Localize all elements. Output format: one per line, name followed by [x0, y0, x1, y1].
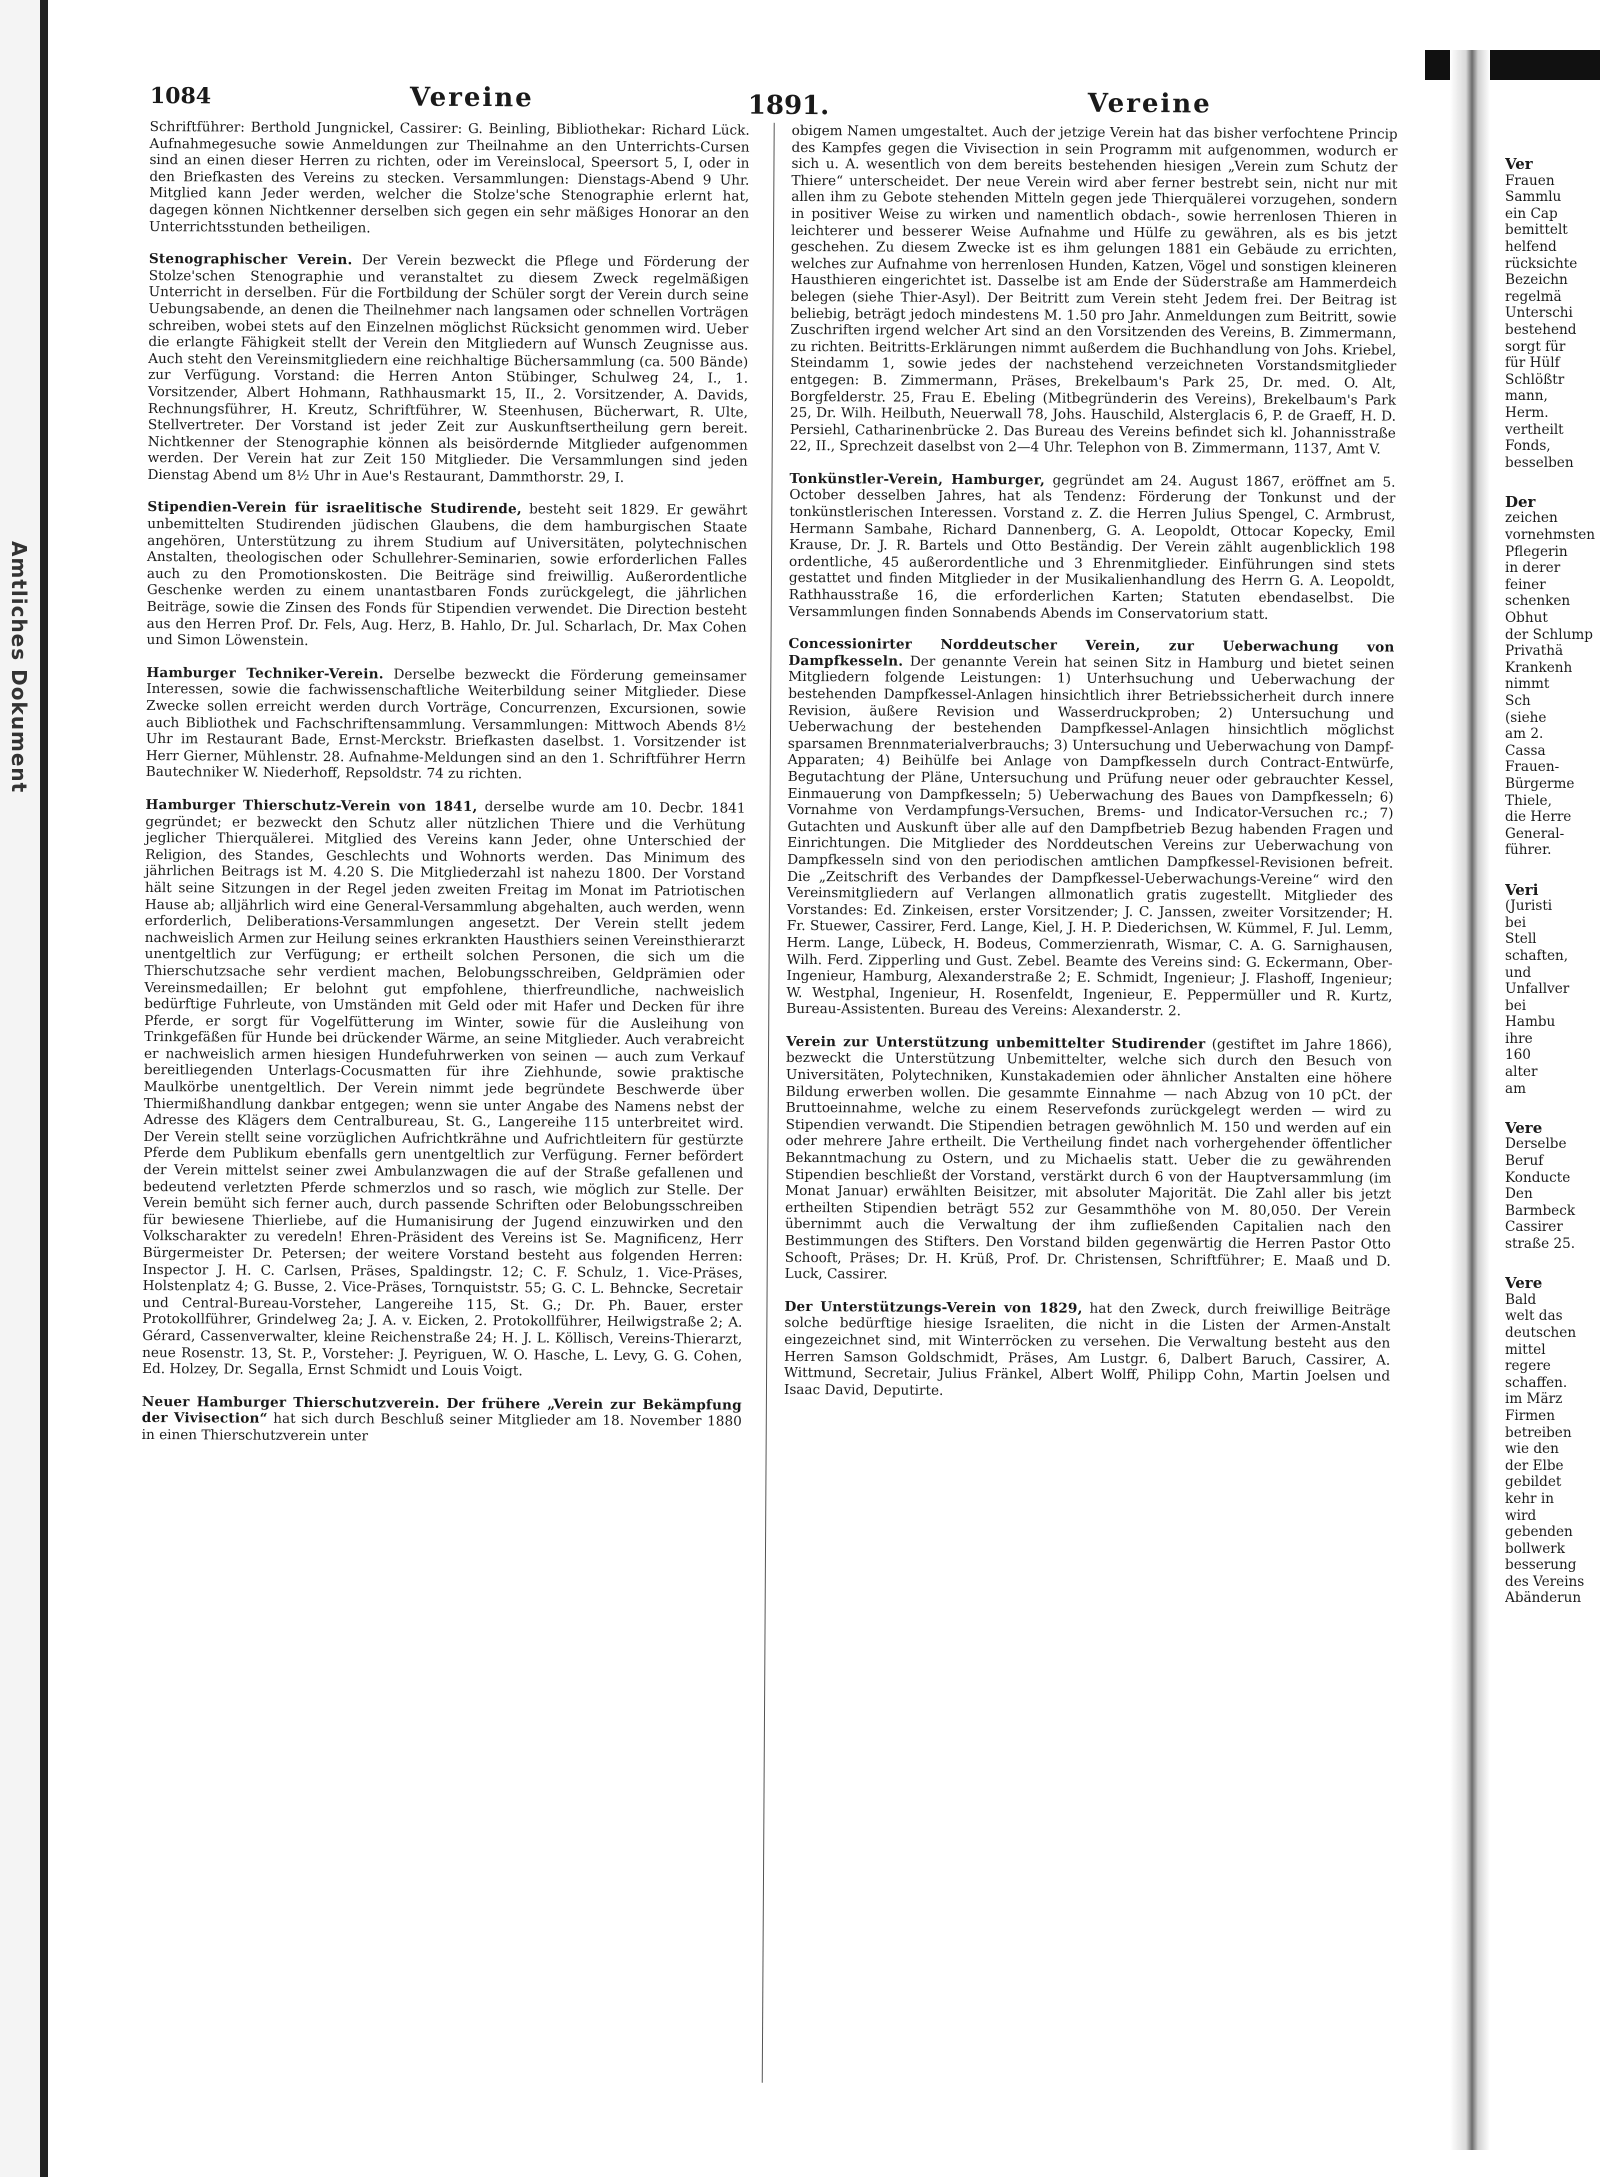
entry-title: Neuer Hamburger Thierschutzverein. Der frühere „Verein zur Bekämpfung der Vivisection“ [141, 1393, 742, 1428]
fragment-line: Pflegerin [1505, 543, 1568, 560]
fragment-line: alter [1505, 1064, 1538, 1081]
fragment-line: 160 [1505, 1047, 1531, 1064]
entry-text: besteht seit 1829. Er gewährt unbemittelten Studirenden jüdischen Glaubens, die dem hamburgischen Staate angehören, Unterstützung zu ihrem Studium auf Universitäten, polytechnischen Anstalten, theologischen oder Schullehrer-Seminarien, sowie erforderlichen Falles auch zu den Promotionskosten. Die Beiträge sind freiwillig. Außerordentliche Geschenke werden zu einem unantastbaren Fonds zurückgelegt, die jährlichen Beiträge, sowie die Zinsen des Fonds für Stipendien verwendet. Die Direction besteht aus den Herren Prof. Dr. Fels, Aug. Herz, B. Hahlo, Dr. Jul. Scharlach, Dr. Max Cohen und Simon Löwenstein. [146, 501, 748, 650]
fragment-line: welt das [1505, 1308, 1563, 1325]
fragment-line: Hambu [1505, 1014, 1556, 1031]
fragment-line: Vere [1505, 1274, 1543, 1293]
fragment-line: nimmt [1505, 676, 1550, 693]
running-title-right: Vereine [1087, 88, 1212, 120]
fragment-line: regere [1505, 1358, 1551, 1375]
fragment-line: ihre [1505, 1030, 1533, 1047]
entry [149, 119, 750, 239]
fragment-line: schaften, [1505, 947, 1569, 964]
entry-paragraph [790, 123, 1398, 459]
fragment-line: Fonds, [1505, 438, 1551, 455]
entry-title: Stenographischer Verein. [148, 251, 353, 269]
fragment-line: in derer [1505, 560, 1561, 577]
entry [142, 1394, 742, 1447]
page-binding [1450, 50, 1490, 2150]
fragment-line: der Schlump [1505, 626, 1593, 643]
fragment-line: die Herre [1505, 809, 1572, 826]
page-header [150, 75, 1440, 127]
fragment-line: Der [1505, 492, 1536, 511]
entry-text: hat den Zweck, durch freiwillige Beiträge solche bedürftige hiesige Israeliten, die nicht in die Listen der Armen-Anstalt eingezeichnet sind, mit Winterröcken zu versehen. Die Verwaltung besteht aus den Herren Samson Goldschmidt, Präses, Am Lustgr. 6, Dalbert Baruch, Cassirer, A. Wittmund, Secretair, Julius Fränkel, Albert Wolff, Philipp Cohn, Martin Joelsen und Isaac David, Deputirte. [783, 1300, 1391, 1399]
fragment-line [1505, 1253, 1600, 1270]
fragment-line: Unfallver [1505, 981, 1570, 998]
fragment-line: Den [1505, 1186, 1533, 1203]
entry-title: Hamburger Techniker-Verein. [146, 664, 384, 683]
fragment-line: ein Cap [1505, 205, 1558, 222]
entry [786, 636, 1394, 1021]
fragment-line: Vere [1505, 1118, 1543, 1137]
entry [146, 665, 747, 785]
fragment-line: feiner [1505, 576, 1546, 593]
fragment-line: bestehend [1505, 321, 1577, 338]
fragment-line: wie den [1505, 1441, 1559, 1458]
entry-text: Der Verein bezweckt die Pflege und Förderung der Stolze'schen Stenographie und veranstaltet zu diesem Zweck regelmäßigen Unterricht in derselben. Für die Fortbildung der Schüler sorgt der Verein durch seine Uebungsabende, an denen die Theilnehmer nach langsamen oder schnellen Vorträgen schreiben, wobei stets auf den Einzelnen möglichst Rücksicht genommen wird. Ueber die erlangte Fähigkeit stellt der Verein den Mitgliedern auf Wunsch Zeugnisse aus. Auch steht den Vereinsmitgliedern eine reichhaltige Büchersammlung (ca. 500 Bände) zur Verfügung. Vorstand: die Herren Anton Stübinger, Schulweg 24, I., 1. Vorsitzender, Albert Hohmann, Rathhausmarkt 15, II., 2. Vorsitzender, A. Davids, Rechnungsführer, H. Kreutz, Schriftführer, W. Steenhusen, Bücherwart, R. Ulte, Stellvertreter. Der Vorstand ist jeder Zeit zur Auskunftsertheilung gern bereit. Nichtkenner der Stenographie können als beisördernde Mitglieder aufgenommen werden. Der Verein hat zur Zeit 150 Mitglieder. Die Versammlungen sind jeden Dienstag Abend um 8½ Uhr in Aue's Restaurant, Dammthorstr. 29, I. [147, 252, 749, 486]
fragment-line: (siehe [1505, 709, 1547, 726]
fragment-line: Abänderun [1505, 1590, 1582, 1607]
entry-title: Verein zur Unterstützung unbemittelter Studirender [786, 1033, 1206, 1053]
page-number: 1084 [149, 82, 212, 110]
entry [789, 471, 1396, 624]
fragment-line: Thiele, [1505, 792, 1552, 809]
fragment-line: und [1505, 964, 1532, 981]
fragment-line: wird [1505, 1507, 1537, 1524]
entry [784, 1299, 1391, 1402]
entry-paragraph [789, 471, 1396, 624]
entry-text: Schriftführer: Berthold Jungnickel, Cassirer: G. Beinling, Bibliothekar: Richard Lück. Aufnahmegesuche sowie Anmeldungen zur Theilnahme an den Unterrichts-Cursen sind an einen dieser Herren zu richten, oder im Vereinslocal, Speersort 5, I, oder in den Briefkasten des Vereins zu stecken. Versammlungen: Dienstags-Abend 9 Uhr. Mitglied kann Jeder werden, welcher die Stolze'sche Stenographie erlernt hat, dagegen können Nichtkenner derselben sich gegen ein sehr mäßiges Honorar an den Unterrichtsstunden betheiligen. [149, 118, 750, 236]
year: 1891. [747, 90, 830, 122]
fragment-line: bemittelt [1505, 222, 1568, 239]
entry-paragraph [149, 119, 750, 239]
entry [148, 251, 749, 487]
column-rule [762, 123, 775, 2083]
fragment-line: zeichen [1505, 510, 1558, 527]
fragment-line: Frauen [1505, 172, 1555, 189]
fragment-line: deutschen [1505, 1324, 1577, 1341]
fragment-line: vornehmsten [1505, 527, 1596, 544]
fragment-line: Firmen [1505, 1407, 1555, 1424]
entry-title: Der Unterstützungs-Verein von 1829, [784, 1298, 1083, 1317]
running-title-left: Vereine [409, 82, 534, 114]
fragment-line: mittel [1505, 1341, 1546, 1358]
fragment-line: Barmbeck [1505, 1202, 1576, 1219]
entry-paragraph [146, 665, 747, 785]
entry-text: hat sich durch Beschluß seiner Mitglieder am 18. November 1880 in einen Thierschutzverein unter [141, 1411, 742, 1445]
fragment-line: Unterschi [1505, 305, 1573, 322]
entry-title: Tonkünstler-Verein, Hamburger, [789, 470, 1045, 489]
entry-text: (gestiftet im Jahre 1866), bezweckt die Unterstützung Unbemittelter, welche sich durch den Besuch von Universitäten, Polytechniken, Kunstakademien oder ähnlicher Anstalten eine höhere Bildung erwerben wollen. Die gesammte Einnahme — nach Abzug von 10 pCt. der Bruttoeinnahme, welche zu einem Reservefonds zurückgelegt werden — wird zu Stipendien verwandt. Die Stipendien betragen gewöhnlich M. 150 und werden auf ein oder mehrere Jahre ertheilt. Die Vertheilung findet nach vorhergehender öffentlicher Bekanntmachung zu Ostern, und zu Michaelis statt. Ueber die zu gewährenden Stipendien beschließt der Vorstand, verstärkt durch 6 von der Hauptversammlung (im Monat Januar) erwählten Beisitzer, mit absoluter Majorität. Die Zahl aller bis jetzt ertheilten Stipendien beträgt 552 zur Gesammthöhe von M. 80,050. Der Verein übernimmt auch die Verwaltung der ihm zufließenden Capitalien nach den Bestimmungen des Stifters. Den Vorstand bilden gegenwärtig die Herren Pastor Otto Schooft, Präses; Dr. H. Krüß, Prof. Dr. Christensen, Schriftführer; E. Maaß und D. Luck, Cassirer. [784, 1036, 1393, 1283]
fragment-line: Frauen- [1505, 759, 1560, 776]
adjacent-page-fragment [1505, 150, 1600, 2050]
entry-title: Concessionirter Norddeutscher Verein, zur Ueberwachung von Dampfkesseln. [788, 636, 1395, 670]
fragment-line: Bürgerme [1505, 775, 1575, 792]
fragment-line: Cassa [1505, 742, 1546, 759]
entry-paragraph [146, 499, 747, 652]
entry-text: Der genannte Verein hat seinen Sitz in Hamburg und bietet seinen Mitgliedern folgende Leistungen: 1) Unterhsuchung und Ueberwachung der bestehenden Dampfkessel-Anlagen hinsichtlich ihrer Betriebssicherheit durch innere Revision, äußere Revision und Wasserdruckproben; 2) Untersuchung und Ueberwachung der bestehenden Dampfkessel-Anlagen hinsichtlich möglichst sparsamen Brennmaterialverbrauchs; 3) Untersuchung und Ueberwachung von Dampf-Apparaten; 4) Beihülfe bei Anlage von Dampfkesseln durch Contract-Entwürfe, Begutachtung der Pläne, Untersuchung und Prüfung neuer oder gebrauchter Kessel, Einmauerung von Dampfkesseln; 5) Ueberwachung des Baues von Dampfkesseln; 6) Vornahme von Verdampfungs-Versuchen, Brems- und Indicator-Versuchen rc.; 7) Gutachten und Auskunft über alle auf den Dampfbetrieb Bezug habenden Fragen und Einrichtungen. Die Mitglieder des Norddeutschen Vereins zur Ueberwachung von Dampfkesseln sind von den periodischen amtlichen Dampfkessel-Revisionen befreit. Die „Zeitschrift des Verbandes der Dampfkessel-Ueberwachungs-Vereine“ wird den Vereinsmitgliedern auf Verlangen allmonatlich gratis zugestellt. Mitglieder des Vorstandes: Ed. Zinkeisen, erster Vorsitzender; J. C. Janssen, zweiter Vorsitzender; H. Fr. Stuewer, Cassirer, Ferd. Lange, Kiel, J. H. P. Diederichsen, W. Kümmel, F. Jul. Lemm, Herm. Lange, Lübeck, H. Bodeus, Commerzienrath, Wismar, C. A. G. Sarnighausen, Wilh. Ferd. Zipperling und Gust. Zebel. Beamte des Vereins sind: G. Eckermann, Ober-Ingenieur, Hamburg, Alexanderstraße 2; E. Schmidt, Ingenieur; J. Flashoff, Ingenieur; W. Westphal, Ingenieur, H. Rosenfeldt, Ingenieur, E. Peppermüller und R. Kurtz, Bureau-Assistenten. Bureau des Vereins: Alexanderstr. 2. [786, 653, 1395, 1020]
entry-title: Stipendien-Verein für israelitische Studirende, [147, 499, 522, 518]
fragment-line: der Elbe [1505, 1457, 1564, 1474]
fragment-line: rücksichte [1505, 255, 1578, 272]
right-column [784, 123, 1398, 1418]
entry-paragraph [148, 251, 749, 487]
fragment-line: kehr in [1505, 1490, 1554, 1507]
fragment-line: bei [1505, 914, 1527, 931]
fragment-line: Cassirer [1505, 1219, 1563, 1236]
entry-paragraph [142, 797, 746, 1381]
entry-text: obigem Namen umgestaltet. Auch der jetzige Verein hat das bisher verfochtene Princip des Kampfes gegen die Vivisection in sein Programm mit aufgenommen, wodurch er sich u. A. wesentlich von dem bereits bestehenden hiesigen „Verein zum Schutz der Thiere“ unterscheidet. Der neue Verein wird aber ferner bestrebt sein, nicht nur mit allen ihm zu Gebote stehenden Mitteln gegen jede Thierquälerei vorzugehen, sondern in positiver Weise zu wirken und namentlich obdach-, sowie herrenlosen Thieren in leichterer und besserer Weise Aufnahme und Hülfe zu gewähren, als es bis jetzt geschehen. Zu diesem Zwecke ist es ihm gelungen 1881 ein Gebäude zu errichten, welches zur Aufnahme von herrenlosen Hunden, Katzen, Vögel und sonstigen kleineren Hausthieren eingerichtet ist. Dasselbe ist am Ende der Süderstraße am Hammerdeich belegen (siehe Thier-Asyl). Der Beitritt zum Verein steht Jedem frei. Der Beitrag ist beliebig, beträgt jedoch mindestens M. 1.50 pro Jahr. Anmeldungen zum Beitritt, sowie Zuschriften irgend welcher Art sind an den Vorsitzenden des Vereins, B. Zimmermann, zu richten. Beitritts-Erklärungen nimmt außerdem die Buchhandlung von Johs. Kriebel, Steindamm 1, sowie jedes der nachstehend verzeichneten Vorstandsmitglieder entgegen: B. Zimmermann, Präses, Brekelbaum's Park 25, Dr. med. O. Alt, Borgfelderstr. 25, Frau E. Ebeling (Mitbegründerin des Vereins), Brekelbaum's Park 25, Dr. Wilh. Heilbuth, Neuerwall 78, Johs. Hauschild, Alsterglacis 6, P. de Graeff, H. D. Persiehl, Catharinenbrücke 2. Das Bureau des Vereins befindet sich kl. Johannisstraße 22, II., Sprechzeit daselbst von 2—4 Uhr. Telephon von B. Zimmermann, 1137, Amt V. [789, 122, 1398, 458]
entry-paragraph [142, 1394, 742, 1447]
fragment-line: Bald [1505, 1291, 1537, 1308]
fragment-line: Ver [1505, 155, 1533, 173]
fragment-line: General- [1505, 825, 1565, 842]
fragment-line: Sch [1505, 693, 1531, 709]
fragment-line: Derselbe [1505, 1136, 1567, 1153]
entry [142, 797, 746, 1381]
fragment-line: führer. [1505, 842, 1552, 859]
fragment-line: schenken [1505, 593, 1571, 610]
fragment-line: helfend [1505, 238, 1557, 255]
fragment-line: bollwerk [1505, 1540, 1565, 1557]
fragment-line: des Vereins [1505, 1573, 1585, 1590]
entry-text: Derselbe bezweckt die Förderung gemeinsamer Interessen, sowie die fachwissenschaftliche Weiterbildung seiner Mitglieder. Diese Zwecke sollen erreicht werden durch Vorträge, Concurrenzen, Excursionen, sowie auch Bibliothek und Fachschriftensammlung. Versammlungen: Mittwoch Abends 8½ Uhr im Restaurant Bade, Ernst-Merckstr. Briefkasten daselbst. 1. Vorsitzender ist Herr Gierner, Mühlenstr. 28. Aufnahme-Meldungen sind an den 1. Schriftführer Herrn Bautechniker W. Niederhoff, Repsoldstr. 74 zu richten. [145, 666, 747, 783]
fragment-line: sorgt für [1505, 338, 1566, 355]
left-column [142, 119, 750, 1463]
fragment-line: am 2. [1505, 726, 1544, 743]
fragment-line: für Hülf [1505, 355, 1560, 372]
fragment-line: straße 25. [1505, 1236, 1576, 1252]
fragment-line: (Juristi [1505, 898, 1553, 915]
fragment-line: Herm. [1505, 404, 1549, 421]
fragment-line: Sammlu [1505, 189, 1562, 206]
entry-text: gegründet am 24. August 1867, eröffnet am 5. October desselben Jahres, hat als Tendenz: Förderung der Tonkunst und der tonkünstlerischen Interessen. Vorstand z. Z. die Herren Julius Spengel, C. Armbrust, Hermann Sambahe, Richard Dannenberg, G. A. Leopoldt, Ottocar Kopecky, Emil Krause, Dr. J. R. Bartels und Otto Beständig. Der Verein zählt augenblicklich 198 ordentliche, 45 außerordentliche und 3 Ehrenmitglieder. Einführungen sind stets gestattet und finden Mitglieder in der Musikalienhandlung des Herrn G. A. Leopoldt, Rathhausstraße 16, die erforderlichen Karten; Statuten ebendaselbst. Die Versammlungen finden Sonnabends Abends im Conservatorium statt. [788, 472, 1396, 623]
entry-paragraph [785, 1034, 1393, 1287]
entry-title: Hamburger Thierschutz-Verein von 1841, [145, 796, 478, 815]
fragment-line: gebenden [1505, 1524, 1573, 1541]
entry [785, 1034, 1393, 1287]
fragment-line: mann, [1505, 388, 1548, 405]
fragment-line: vertheilt [1505, 421, 1564, 438]
fragment-line: Obhut [1505, 610, 1548, 627]
entry [146, 499, 747, 652]
fragment-line [1505, 1097, 1600, 1114]
fragment-line: Privathä [1505, 643, 1564, 660]
fragment-line: Bezeichn [1505, 272, 1568, 289]
side-stamp: Amtliches Dokument [7, 541, 31, 794]
fragment-line: Beruf [1505, 1153, 1544, 1170]
scan-border [0, 0, 48, 2177]
entry-paragraph [786, 636, 1394, 1021]
fragment-line: schaffen. [1505, 1374, 1568, 1391]
fragment-line: Stell [1505, 931, 1537, 948]
fragment-line: am [1505, 1080, 1526, 1097]
fragment-line: regelmä [1505, 288, 1562, 305]
fragment-line: besselben [1505, 454, 1574, 471]
fragment-line: im März [1505, 1391, 1563, 1408]
entry [790, 123, 1398, 459]
fragment-line: besserung [1505, 1557, 1577, 1574]
fragment-line [1505, 471, 1600, 488]
entry-text: derselbe wurde am 10. Decbr. 1841 gegründet; er bezweckt den Schutz aller nützlichen Thiere und die Verhütung jeglicher Thierquälerei. Mitglied des Vereins kann Jeder, ohne Unterschied der Religion, des Standes, Geschlechts und Wohnorts werden. Das Minimum des jährlichen Beitrags ist M. 4.20 Ѕ. Die Mitgliederzahl ist nahezu 1800. Der Vorstand hält seine Sitzungen in der Regel jeden zweiten Freitag im Monat im Patriotischen Hause ab; alljährlich wird eine General-Versammlung abgehalten, auch werden, wenn erforderlich, Deliberations-Versammlungen angesetzt. Der Verein stellt jedem nachweislich Armen zur Heilung seines erkrankten Hausthiers seinen Vereinsthierarzt unentgeltlich zur Verfügung; er ertheilt solchen Personen, die sich um die Thierschutzsache sehr verdient machen, Belobungsschreiben, Geldprämien oder Vereinsmedaillen; Er belohnt gut empfohlene, thierfreundliche, nachweislich bedürftige Fuhrleute, von Umständen mit Geld oder mit Hafer und Decken für ihre Pferde, er sorgt für Vogelfütterung im Winter, sowie für die Ausleihung von Trinkgefäßen für Hunde bei drückender Wärme, an seine Mitglieder. Auch verabreicht er nachweislich armen hiesigen Hundefuhrwerken von seinen — auch zum Verkauf bereitliegenden Unterlags-Cocusmatten für ihre Ziehhunde, sowie praktische Maulkörbe unentgeltlich. Der Verein nimmt jede begründete Beschwerde über Thiermißhandlung dankbar entgegen; wenn sie unter Angabe des Namens nebst der Adresse des Klägers dem Centralbureau, St. G., Langereihe 115 unterbreitet wird. Der Verein stellt seine vorzüglichen Aufrichtkrähne und Aufrichtleitern für gestürzte Pferde dem Publikum ebenfalls gern unentgeltlich zur Verfügung. Ferner befördert der Verein mittelst seiner zwei Ambulanzwagen die auf der Straße gefallenen und bedeutend verletzten Pferde schmerzlos und so rasch, wie möglich zur Stelle. Der Verein bemüht sich ferner auch, durch passende Schriften oder Belobungsschreiben für bewiesene Thierliebe, auf die Humanisirung der Jugend einzuwirken und den Volkscharakter zu veredeln! Ehren-Präsident des Vereins ist Se. Magnificenz, Herr Bürgermeister Dr. Petersen; der weitere Vorstand besteht aus folgenden Herren: Inspector J. H. C. Carlsen, Präses, Spaldingstr. 12; C. F. Schulz, 1. Vice-Präses, Holstenplatz 4; G. Busse, 2. Vice-Präses, Tornquiststr. 55; G. C. L. Behncke, Secretair und Central-Bureau-Vorsteher, Langereihe 115, St. G.; Dr. Ph. Bauer, erster Protokollführer, Grindelweg 2a; J. A. v. Eicken, 2. Protokollführer, Heilwigstraße 2; A. Gérard, Cassenverwalter, kleine Reichenstraße 24; H. J. L. Köllisch, Vereins-Thierarzt, neue Rosenstr. 13, St. P., Vorsteher: J. Peyriguen, W. O. Hasche, L. Levy, G. G. Cohen, Ed. Holzey, Dr. Segalla, Ernst Schmidt und Louis Voigt. [142, 799, 746, 1380]
fragment-line: Schlößtr [1505, 371, 1565, 388]
fragment-line: bei [1505, 997, 1527, 1014]
fragment-line: betreiben [1505, 1424, 1572, 1441]
fragment-line [1505, 859, 1600, 876]
fragment-line: Konducte [1505, 1169, 1571, 1186]
fragment-line: Krankenh [1505, 659, 1573, 676]
fragment-line: gebildet [1505, 1474, 1562, 1491]
page [138, 75, 1440, 2093]
entry-paragraph [784, 1299, 1391, 1402]
fragment-line: Veri [1505, 880, 1539, 899]
